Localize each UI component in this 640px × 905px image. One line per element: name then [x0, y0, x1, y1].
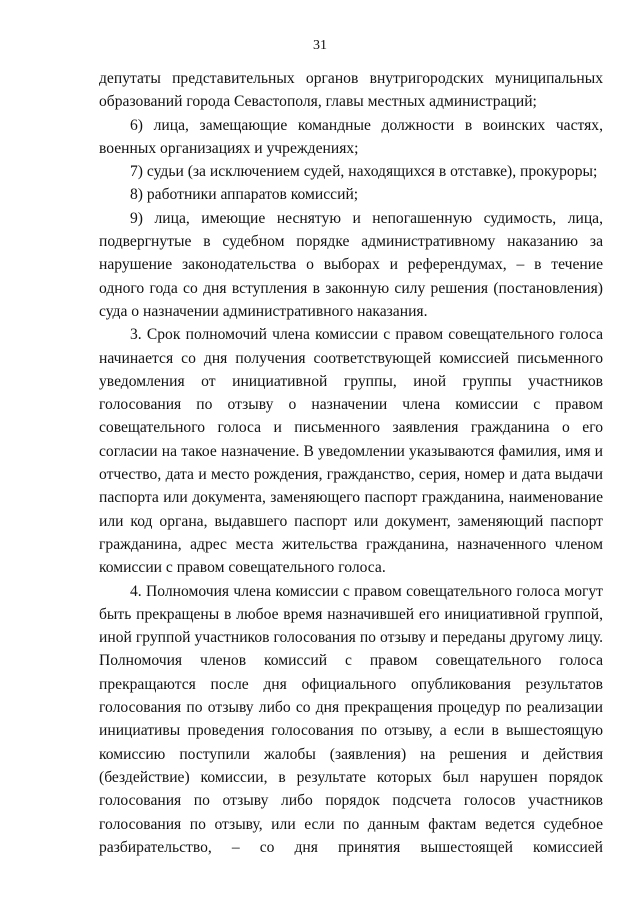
list-item-7-judges-prosecutors: 7) судьи (за исключением судей, находящихся в отставке), прокуроры; [130, 163, 598, 181]
paragraph-3-term-of-powers: 3. Срок полномочий члена комиссии с правом совещательного голоса начинается со дня получения соответствующей комиссией письменного уведомления от инициативной группы, иной группы участников голосования по отзыву о назначении члена комиссии с правом совещательного голоса и письменного заявления гражданина о его согласии на такое назначение. В уведомлении указываются фамилия, имя и отчество, дата и место рождения, гражданство, серия, номер и дата выдачи паспорта или документа, заменяющего паспорт гражданина, наименование или код органа, выдавшего паспорт или документ, заменяющий паспорт гражданина, адрес места жительства гражданина, назначенного членом комиссии с правом совещательного голоса. [99, 326, 603, 577]
list-item-6-military-officers: 6) лица, замещающие командные должности в воинских частях, военных организациях и учреждениях; [99, 116, 603, 157]
page-number: 31 [313, 38, 327, 53]
list-item-8-commission-staff: 8) работники аппаратов комиссий; [130, 186, 359, 204]
paragraph-4-termination-of-powers: 4. Полномочия члена комиссии с правом совещательного голоса могут быть прекращены в любое время назначившей его инициативной группой, иной группой участников голосования по отзыву и переданы другому лицу. Полномочия членов комиссий с правом совещательного голоса прекращаются после дня официального опубликования результатов голосования по отзыву либо со дня прекращения процедур по реализации инициативы проведения голосования по отзыву, а если в вышестоящую комиссию поступили жалобы (заявления) на решения и действия (бездействие) комиссии, в результате которых был нарушен порядок голосования по отзыву либо порядок подсчета голосов участников голосования по отзыву, или если по данным фактам ведется судебное разбирательство, – со дня принятия вышестоящей комиссией [99, 582, 603, 856]
paragraph-continuation-deputies: депутаты представительных органов внутригородских муниципальных образований города Севастополя, главы местных администраций; [99, 70, 603, 111]
list-item-9-persons-with-record: 9) лица, имеющие неснятую и непогашенную судимость, лица, подвергнутые в судебном порядке административному наказанию за нарушение законодательства о выборах и референдумах, – в течение одного года со дня вступления в законную силу решения (постановления) суда о назначении административного наказания. [99, 209, 603, 320]
document-body [99, 67, 603, 859]
